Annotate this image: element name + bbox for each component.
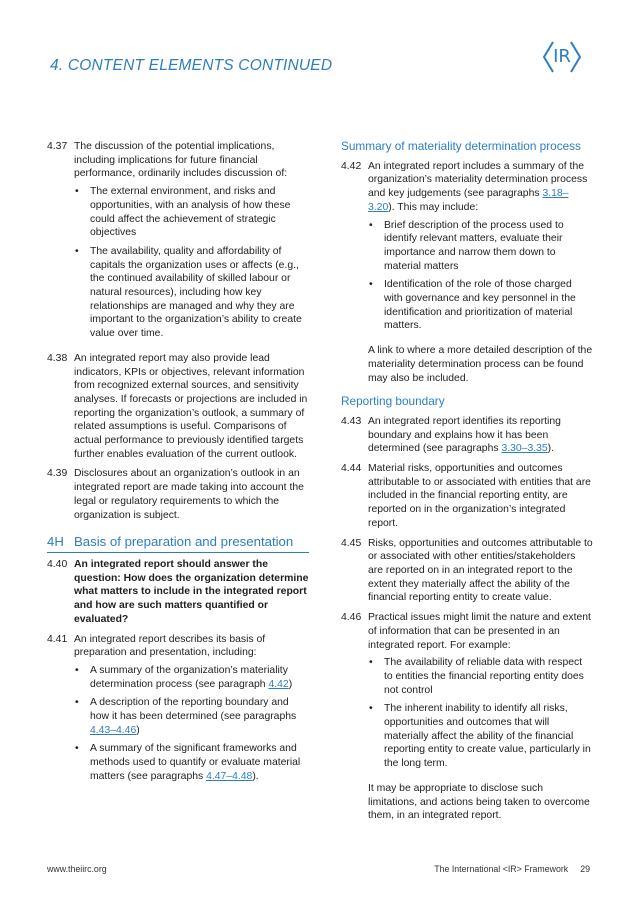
bullet-icon: • [75, 186, 79, 198]
paragraph-text: Material risks, opportunities and outcomes attributable to or associated with entities that are included in the financial reporting entity, are reported on in the organization’s integrated report. [368, 463, 591, 529]
paragraph-text: An integrated report includes a summary of the organization’s materiality determination process and key judgements (see paragraphs 3.18–3.20). This may include: [368, 160, 588, 213]
paragraph-4-44 [341, 462, 593, 531]
paragraph-link[interactable]: 4.47–4.48 [206, 770, 253, 782]
page-header: 4. CONTENT ELEMENTS CONTINUED [50, 57, 333, 74]
paragraph-link[interactable]: 4.42 [268, 678, 289, 690]
paragraph-number: 4.45 [341, 537, 362, 549]
paragraph-number: 4.44 [341, 463, 362, 475]
paragraph-link[interactable]: 4.43–4.46 [90, 724, 137, 736]
bullet-icon: • [75, 697, 79, 709]
paragraph-4-43 [341, 415, 593, 456]
paragraph-4-38 [47, 352, 309, 462]
paragraph-number: 4.40 [47, 558, 68, 570]
bullet-icon: • [75, 664, 79, 676]
paragraph-text: An integrated report should answer the question: How does the organization determine what matters to include in the integrated report and how are such matters quantified or evaluated? [74, 558, 309, 625]
bullet-item: • Identification of the role of those charged with governance and key personnel in the identification and prioritization of material matters. [369, 279, 576, 332]
footer-info [434, 864, 590, 874]
subheading-materiality: Summary of materiality determination process [341, 139, 581, 153]
bullet-icon: • [75, 743, 79, 755]
paragraph-4-40 [47, 558, 309, 627]
paragraph-number: 4.37 [47, 141, 68, 152]
bullet-list [74, 185, 309, 341]
right-column [341, 140, 593, 829]
subheading-reporting-boundary: Reporting boundary [341, 394, 445, 409]
page-number: 29 [580, 864, 590, 874]
bullet-item: • The availability, quality and affordability of capitals the organization uses or affects (e.g., the continued availability of skilled labour or natural resources), including how key relationships are managed and why they are important to the organization’s ability to create value over time. [75, 245, 302, 340]
bullet-list [74, 664, 309, 784]
logo-text: IR [553, 46, 571, 67]
bullet-item: • A summary of the significant frameworks and methods used to quantify or evaluate material matters (see paragraphs 4.47–4.48). [75, 743, 301, 782]
footer-url: www.theiirc.org [47, 864, 107, 874]
bullet-item: • The external environment, and risks and opportunities, with an analysis of how these could affect the achievement of strategic objectives [75, 186, 291, 239]
paragraph-text: An integrated report may also provide lead indicators, KPIs or objectives, relevant information from recognized external sources, and sensitivity analyses. If forecasts or projections are included in reporting the organization’s outlook, a summary of related assumptions is useful. Comparisons of actual performance to previously identified targets further enables evaluation of the current outlook. [74, 352, 308, 460]
paragraph-number: 4.39 [47, 468, 68, 480]
paragraph-4-42 [341, 160, 593, 338]
bullet-item: • Brief description of the process used to identify relevant matters, evaluate their importance and narrow them down to material matters [369, 219, 564, 272]
bullet-icon: • [369, 703, 373, 715]
bullet-item: • The inherent inability to identify all risks, opportunities and outcomes that will materially affect the ability of the financial reporting entity to create value, particularly in the long term. [369, 703, 591, 770]
paragraph-text: Disclosures about an organization’s outlook in an integrated report are made taking into account the legal or regulatory requirements to which the organization is subject. [74, 468, 304, 521]
paragraph-note: A link to where a more detailed description of the materiality determination process can be found may also be included. [368, 345, 593, 384]
paragraph-text: An integrated report identifies its reporting boundary and explains how it has been determined (see paragraphs 3.30–3.35). [368, 415, 561, 455]
paragraph-text: Practical issues might limit the nature and extent of information that can be presented in an integrated report. For example: [368, 612, 591, 651]
section-title: Basis of preparation and presentation [74, 534, 294, 550]
footer-doc-title: The International <IR> Framework [434, 864, 569, 874]
paragraph-number: 4.38 [47, 352, 68, 364]
bullet-item: • A description of the reporting boundary and how it has been determined (see paragraphs 4.43–4.46) [75, 697, 297, 736]
bullet-item: • A summary of the organization’s materiality determination process (see paragraph 4.42) [75, 664, 293, 690]
paragraph-number: 4.43 [341, 415, 362, 427]
bullet-list [368, 219, 593, 334]
bullet-item: • The availability of reliable data with respect to entities the financial reporting entity does not control [369, 657, 584, 696]
paragraph-4-37 [47, 140, 309, 346]
paragraph-text: The discussion of the potential implications, including implications for future financial performance, ordinarily includes discussion of: [74, 141, 288, 180]
bullet-icon: • [75, 245, 79, 257]
paragraph-4-41 [47, 633, 309, 789]
paragraph-text: An integrated report describes its basis of preparation and presentation, including: [74, 633, 266, 659]
paragraph-number: 4.41 [47, 633, 68, 645]
bullet-icon: • [369, 219, 373, 231]
iirc-logo [541, 40, 583, 74]
paragraph-4-45 [341, 537, 593, 606]
bullet-list [368, 656, 593, 771]
paragraph-link[interactable]: 3.30–3.35 [501, 443, 548, 455]
paragraph-note: It may be appropriate to disclose such limitations, and actions being taken to overcome them, in an integrated report. [368, 782, 590, 822]
bullet-icon: • [369, 657, 373, 669]
paragraph-text: Risks, opportunities and outcomes attributable to or associated with other entities/stakeholders are reported on in an integrated report to the extent they materially affect the ability of the financial reporting entity to create value. [368, 537, 593, 604]
paragraph-4-46 [341, 611, 593, 776]
paragraph-number: 4.46 [341, 612, 362, 624]
paragraph-number: 4.42 [341, 160, 362, 172]
section-heading-4h [47, 535, 309, 553]
bullet-icon: • [369, 279, 373, 291]
paragraph-4-39 [47, 467, 309, 522]
left-column [47, 140, 309, 795]
section-number: 4H [47, 534, 64, 550]
paragraph-link[interactable]: 3.18–3.20 [368, 188, 569, 213]
